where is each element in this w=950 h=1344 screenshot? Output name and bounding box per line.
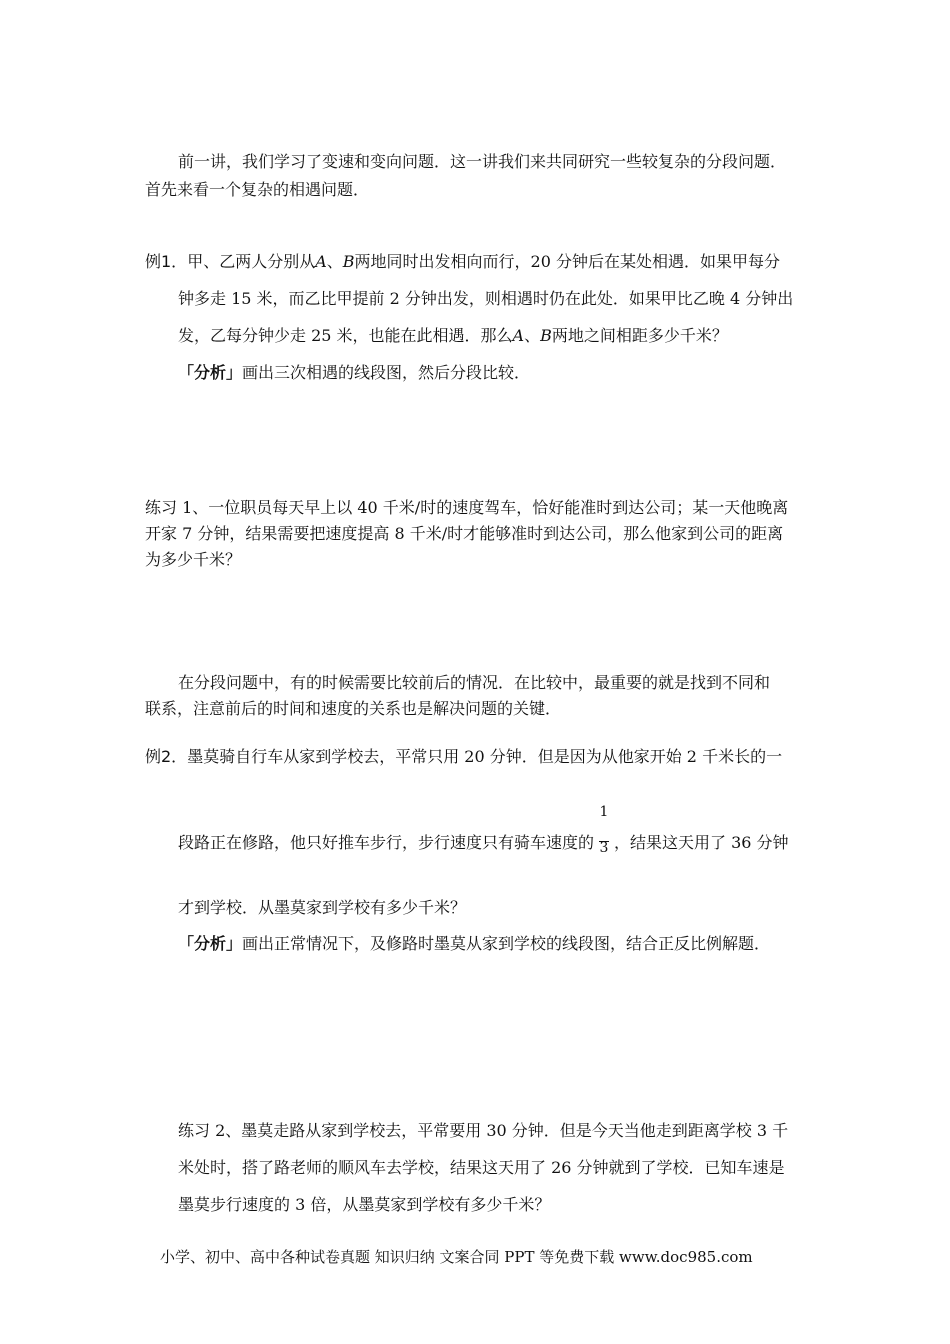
example1-line-2: 钟多走 15 米，而乙比甲提前 2 分钟出发，则相遇时仍在此处．如果甲比乙晚 4 分钟出 [178,289,794,308]
middle-line-1: 在分段问题中，有的时候需要比较前后的情况．在比较中，最重要的就是找到不同和 [178,673,771,692]
example1-analysis: 「分析」画出三次相遇的线段图，然后分段比较． [178,363,531,382]
example2-line-1: 例2．墨莫骑自行车从家到学校去，平常只用 20 分钟．但是因为从他家开始 2 千米长的一 [145,747,783,766]
practice2-line-3: 墨莫步行速度的 3 倍，从墨莫家到学校有多少千米？ [178,1195,551,1214]
middle-line-2: 联系，注意前后的时间和速度的关系也是解决问题的关键． [145,699,562,718]
example2-analysis: 「分析」画出正常情况下，及修路时墨莫从家到学校的线段图，结合正反比例解题． [178,934,771,953]
example1-line-1: 例1．甲、乙两人分别从A、B两地同时出发相向而行，20 分钟后在某处相遇．如果甲每分 [145,252,780,271]
example1-line-3: 发，乙每分钟少走 25 米，也能在此相遇．那么A、B两地之间相距多少千米？ [178,326,728,345]
example2-label: 例2． [145,747,188,766]
page-footer: 小学、初中、高中各种试卷真题 知识归纳 文案合同 PPT 等免费下载 www.doc985.com [160,1248,753,1266]
practice1-line-3: 为多少千米？ [145,550,242,569]
fraction-one-third: $\frac{1}{3}$ [599,803,609,856]
practice1-line-1: 练习 1、一位职员每天早上以 40 千米/时的速度驾车，恰好能准时到达公司；某一天他晚离 [145,498,789,517]
analysis-label: 「分析」 [178,363,243,382]
example1-label: 例1． [145,252,188,271]
practice2-line-2: 米处时，搭了路老师的顺风车去学校，结果这天用了 26 分钟就到了学校．已知车速是 [178,1158,785,1177]
practice2-line-1: 练习 2、墨莫走路从家到学校去，平常要用 30 分钟．但是今天当他走到距离学校 3 千 [178,1121,789,1140]
intro-line-2: 首先来看一个复杂的相遇问题． [145,180,370,199]
analysis-label: 「分析」 [178,934,243,953]
example2-line-2: 段路正在修路，他只好推车步行，步行速度只有骑车速度的 $\frac{1}{3}$ ，结果这天用了 36 分钟 [178,803,789,856]
practice1-line-2: 开家 7 分钟，结果需要把速度提高 8 千米/时才能够准时到达公司，那么他家到公司的距离 [145,524,784,543]
intro-line-1: 前一讲，我们学习了变速和变向问题．这一讲我们来共同研究一些较复杂的分段问题． [178,152,787,171]
example2-line-3: 才到学校．从墨莫家到学校有多少千米？ [178,898,467,917]
